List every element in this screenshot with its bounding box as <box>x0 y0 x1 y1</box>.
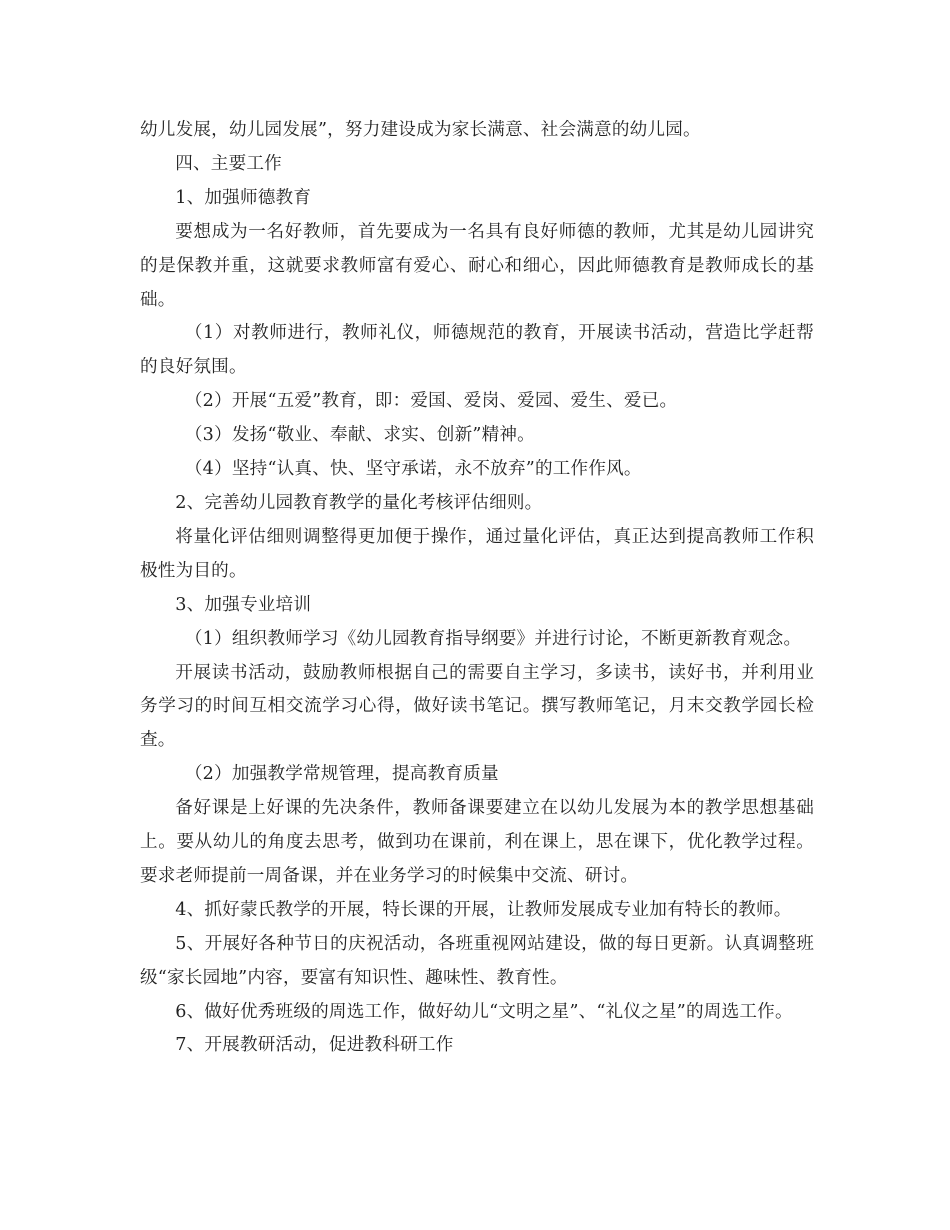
paragraph-reading-activity: 开展读书活动，鼓励教师根据自己的需要自主学习，多读书，读好书，并利用业务学习的时间互相交流学习心得，做好读书笔记。撰写教师笔记，月末交教学园长检查。 <box>140 662 814 751</box>
paragraph-continuation: 幼儿发展，幼儿园发展”，努力建设成为家长满意、社会满意的幼儿园。 <box>140 120 701 140</box>
item-montessori-teaching: 4、抓好蒙氏教学的开展，特长课的开展，让教师发展成专业加有特长的教师。 <box>175 899 792 920</box>
item-heading-professional-training: 3、加强专业培训 <box>175 594 312 615</box>
paragraph-assessment: 将量化评估细则调整得更加便于操作，通过量化评估，真正达到提高教师工作积极性为目的。 <box>140 526 814 581</box>
subitem-five-loves: （2）开展“五爱”教育，即：爱国、爱岗、爱园、爱生、爱已。 <box>184 391 678 412</box>
item-weekly-selection: 6、做好优秀班级的周选工作，做好幼儿“文明之星”、“礼仪之星”的周选工作。 <box>175 1001 793 1022</box>
subitem-teaching-management: （2）加强教学常规管理，提高教育质量 <box>184 764 499 785</box>
item-heading-ethics-education: 1、加强师德教育 <box>175 187 312 208</box>
paragraph-ethics-intro: 要想成为一名好教师，首先要成为一名具有良好师德的教师，尤其是幼儿园讲究的是保教并重，这就要求教师富有爱心、耐心和细心，因此师德教育是教师成长的基础。 <box>140 221 814 310</box>
item-festival-activities: 5、开展好各种节日的庆祝活动，各班重视网站建设，做的每日更新。认真调整班级“家长园地”内容，要富有知识性、趣味性、教育性。 <box>140 933 814 988</box>
paragraph-lesson-preparation: 备好课是上好课的先决条件，教师备课要建立在以幼儿发展为本的教学思想基础上。要从幼儿的角度去思考，做到功在课前，利在课上，思在课下，优化教学过程。要求老师提前一周备课，并在业务学习的时候集中交流、研讨。 <box>140 798 814 886</box>
subitem-study-guidelines: （1）组织教师学习《幼儿园教育指导纲要》并进行讨论，不断更新教育观念。 <box>184 628 802 649</box>
section-heading-main-work: 四、主要工作 <box>175 153 282 174</box>
document-body <box>140 114 814 1063</box>
subitem-etiquette-education: （1）对教师进行，教师礼仪，师德规范的教育，开展读书活动，营造比学赶帮的良好氛围。 <box>140 323 814 378</box>
item-teaching-research: 7、开展教研活动，促进教科研工作 <box>175 1035 454 1056</box>
subitem-dedication-spirit: （3）发扬“敬业、奉献、求实、创新”精神。 <box>184 425 535 446</box>
item-heading-quantitative-assessment: 2、完善幼儿园教育教学的量化考核评估细则。 <box>175 492 543 513</box>
subitem-work-style: （4）坚持“认真、快、坚守承诺，永不放弃”的工作作风。 <box>184 459 642 480</box>
